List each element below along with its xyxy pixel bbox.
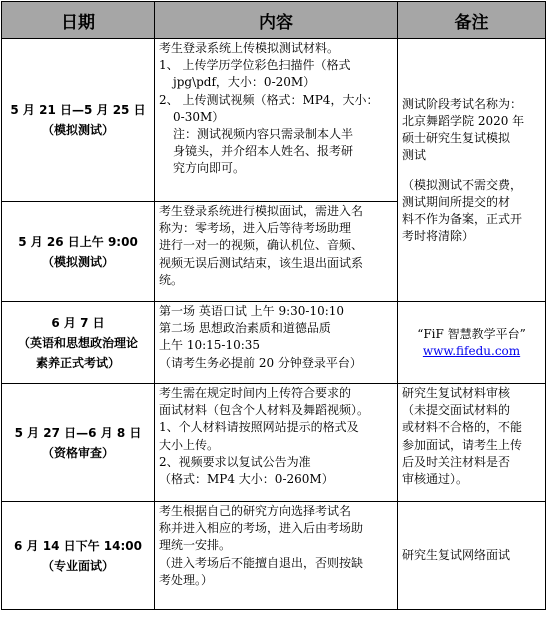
content-line: 2、 上传测试视频（格式：MP4，大小： [159,92,379,107]
content-line: 1、 上传学历学位彩色扫描件（格式 [159,58,351,73]
content-line: 考生登录系统进行模拟面试，需进入名 [159,204,364,218]
header-content: 内容 [155,2,398,39]
content-line: （格式：MP4 大小：0-260M） [159,472,334,487]
note-line: 测试阶段考试名称为： [402,96,523,111]
content-cell [155,502,398,610]
date-cell [2,302,155,384]
header-row [2,2,546,39]
content-line: 1、个人材料请按照网站提示的格式及 [159,420,359,435]
content-line: 大小上传。 [159,437,220,452]
content-cell [155,202,398,302]
note-cell [398,39,546,302]
note-spacer [402,165,541,177]
note-line: 料不作为备案，正式开 [402,211,523,226]
content-line: 统。 [159,272,184,287]
content-cell [155,384,398,502]
content-line: 第一场 英语口试 上午 9:30-10:10 [159,304,345,318]
note-line: 后及时关注材料是否 [402,454,511,469]
date-subtitle: 素养正式考试） [35,355,120,370]
table-row [2,502,546,610]
header-note: 备注 [398,2,546,39]
date-cell [2,502,155,610]
table-row [2,302,546,384]
date-text: 5 月 21 日—5 月 25 日 [10,103,146,117]
note-line: 研究生复试网络面试 [402,548,511,563]
note-cell [398,502,546,610]
content-line: 身镜头，并介绍本人姓名、报考研 [173,144,354,159]
platform-name: “FiF 智慧教学平台” [417,326,526,341]
note-line: 硕士研究生复试模拟 [402,131,511,146]
content-line: 考生需在规定时间内上传符合要求的 [159,386,352,400]
content-cell [155,39,398,202]
content-line: （请考生务必提前 20 分钟登录平台） [159,355,362,370]
date-cell [2,202,155,302]
note-line: 研究生复试材料审核 [402,386,511,400]
note-cell [398,384,546,502]
note-line: （未提交面试材料的 [402,403,511,418]
table-row [2,39,546,202]
content-line: 进行一对一的视频，确认机位、音频、 [159,238,364,253]
platform-link[interactable]: www.fifedu.com [422,344,521,358]
content-line: 考生登录系统上传模拟测试材料。 [159,41,340,55]
content-line: 称为：零考场，进入后等待考场助理 [159,221,352,236]
note-line: 参加面试，请考生上传 [402,437,523,452]
content-line: 称并进入相应的考场，进入后由考场助 [159,521,364,536]
content-line: 究方向即可。 [173,161,246,176]
date-cell [2,384,155,502]
schedule-table [1,1,546,610]
content-line: 面试材料（包含个人材料及舞蹈视频）。 [159,403,370,418]
date-subtitle: （模拟测试） [41,123,114,137]
content-line: 考处理。） [159,572,214,587]
note-line: 测试期间所提交的材 [402,194,511,209]
content-line: 注：测试视频内容只需录制本人半 [173,127,354,142]
content-line: 考生根据自己的研究方向选择考试名 [159,504,352,518]
content-line: 视频无误后测试结束，该生退出面试系 [159,255,364,270]
date-subtitle: （资格审查） [41,445,114,460]
table-row [2,384,546,502]
content-line: 理统一安排。 [159,538,232,553]
note-cell [398,302,546,384]
content-line: 2、视频要求以复试公告为准 [159,454,311,469]
content-line: 0-30M） [173,109,225,124]
content-line: jpg\pdf，大小：0-20M） [173,75,316,90]
note-line: 或材料不合格的，不能 [402,420,523,435]
note-line: 北京舞蹈学院 2020 年 [402,113,525,128]
content-line: 上午 10:15-10:35 [159,338,261,353]
date-text: 5 月 27 日—6 月 8 日 [14,425,142,440]
note-line: 测试 [402,148,427,163]
note-line: 考时将清除） [402,229,475,244]
date-subtitle: （模拟测试） [41,254,114,269]
date-text: 5 月 26 日上午 9:00 [18,234,138,249]
note-line: （模拟测试不需交费， [402,177,523,192]
date-subtitle: （英语和思想政治理论 [17,335,138,350]
date-text: 6 月 14 日下午 14:00 [14,538,142,553]
content-line: 第二场 思想政治素质和道德品质 [159,321,331,336]
content-line: （进入考场后不能擅自退出，否则按缺 [159,555,364,570]
date-subtitle: （专业面试） [41,558,114,573]
content-cell [155,302,398,384]
header-date: 日期 [2,2,155,39]
note-line: 审核通过）。 [402,472,469,487]
date-cell [2,39,155,202]
date-text: 6 月 7 日 [51,315,105,330]
